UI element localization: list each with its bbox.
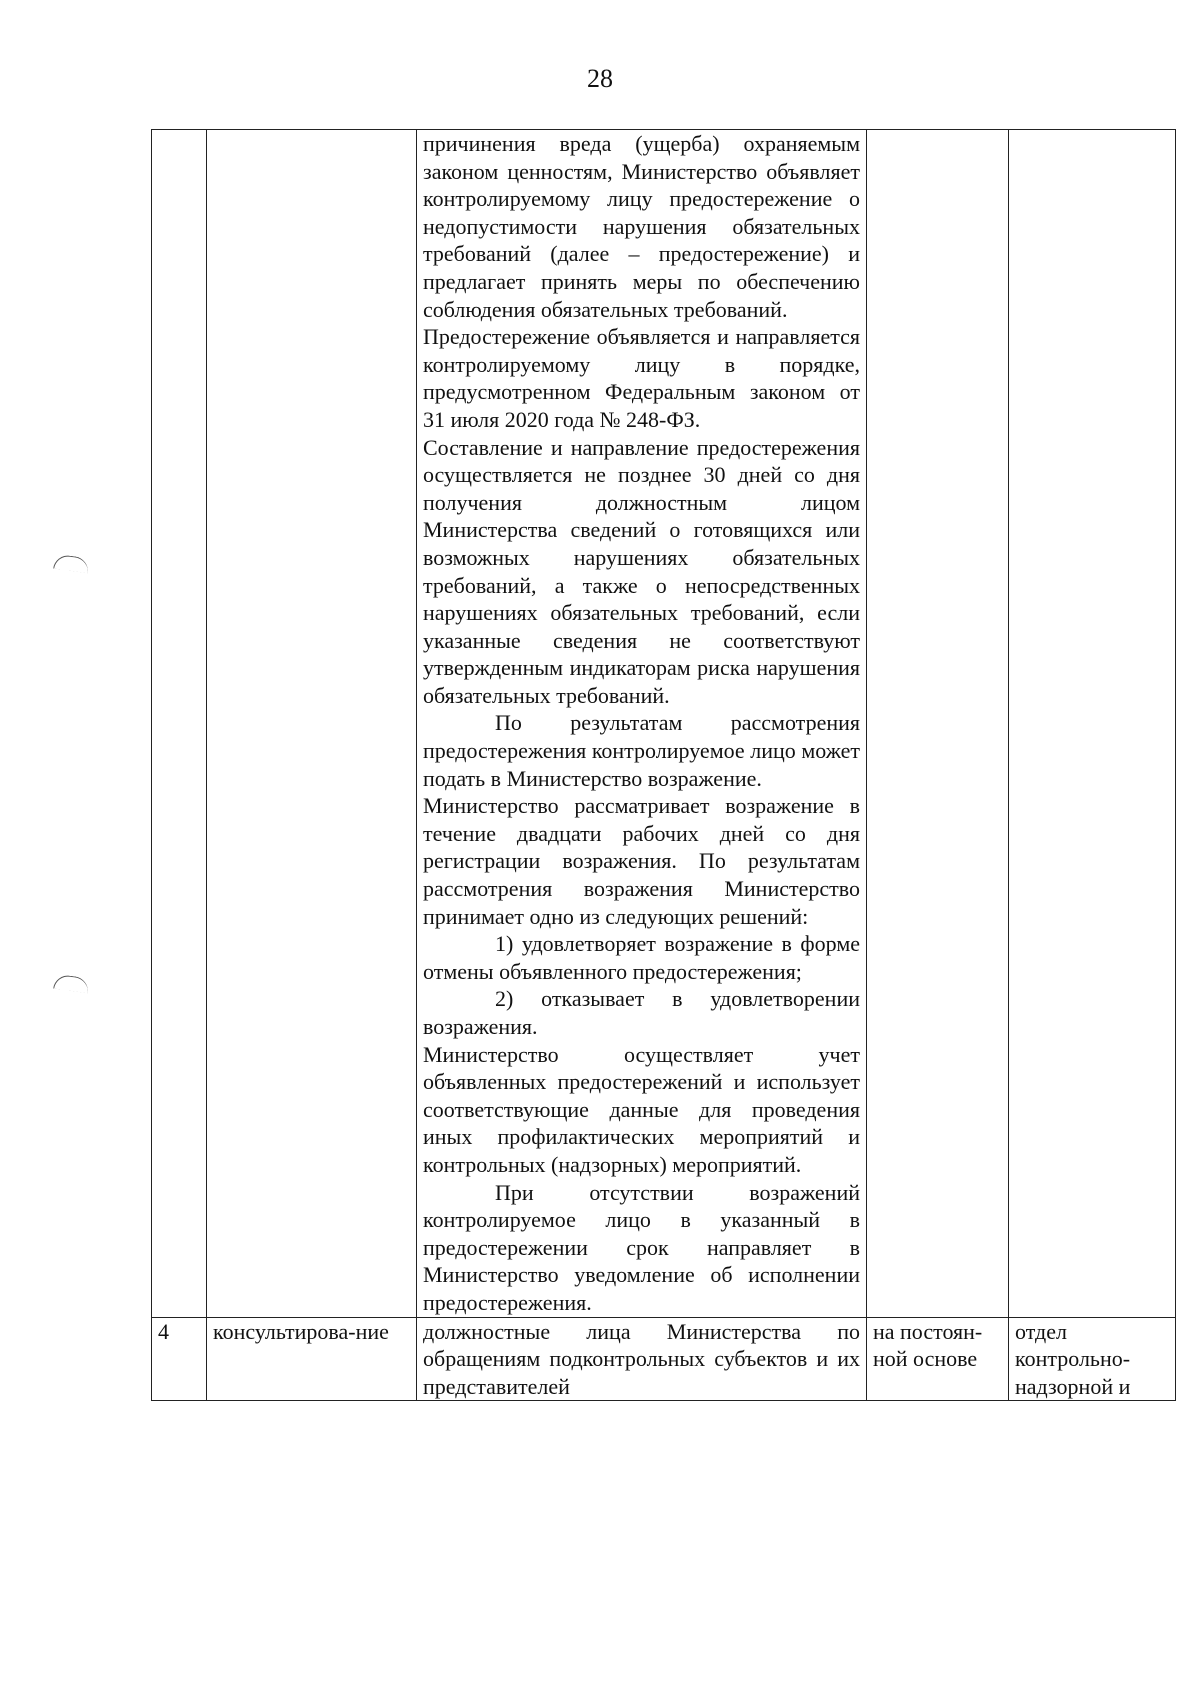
paragraph: По результатам рассмотрения предостережения контролируемое лицо может подать в Министерство возражение. xyxy=(423,710,860,791)
term-cell xyxy=(867,130,1009,1318)
paragraph: должностные лица Министерства по обращениям подконтрольных субъектов и их представителей xyxy=(423,1318,860,1399)
responsible-text: отдел контрольно-надзорной и xyxy=(1015,1318,1131,1399)
paragraph: При отсутствии возражений контролируемое лицо в указанный в предостережении срок направляет в Министерство уведомление об исполнении предостережения. xyxy=(423,1179,860,1315)
measure-name-cell xyxy=(207,1317,417,1401)
term-cell xyxy=(867,1317,1009,1401)
paragraph: Министерство рассматривает возражение в течение двадцати рабочих дней со дня регистрации возражения. По результатам рассмотрения возражения Министерство принимает одно из следующих решений: xyxy=(423,793,860,929)
description-cell xyxy=(417,1317,867,1401)
paragraph: 1) удовлетворяет возражение в форме отмены объявленного предостережения; xyxy=(423,931,860,984)
description-cell xyxy=(417,130,867,1318)
paragraph: 2) отказывает в удовлетворении возражения. xyxy=(423,986,860,1039)
measure-name-cell xyxy=(207,130,417,1318)
paragraph: Предостережение объявляется и направляется контролируемому лицу в порядке, предусмотренном Федеральным законом от 31 июля 2020 года № 248-ФЗ. xyxy=(423,324,860,432)
page-number: 28 xyxy=(587,64,613,93)
margin-mark xyxy=(53,554,90,574)
paragraph: причинения вреда (ущерба) охраняемым законом ценностям, Министерство объявляет контролируемому лицу предостережение о недопустимости нарушения обязательных требований (далее – предостережение) и предлагает принять меры по обеспечению соблюдения обязательных требований. xyxy=(423,131,860,322)
margin-mark xyxy=(53,974,90,994)
table-row xyxy=(152,1317,1176,1401)
responsible-cell xyxy=(1009,1317,1176,1401)
responsible-cell xyxy=(1009,130,1176,1318)
row-number-cell xyxy=(152,130,207,1318)
paragraph: Министерство осуществляет учет объявленных предостережений и использует соответствующие данные для проведения иных профилактических мероприятий и контрольных (надзорных) мероприятий. xyxy=(423,1041,860,1177)
table-row xyxy=(152,130,1176,1318)
measure-name: консультирова-ние xyxy=(213,1318,389,1344)
row-number-cell xyxy=(152,1317,207,1401)
measures-table xyxy=(151,129,1176,1401)
row-number: 4 xyxy=(158,1318,169,1344)
term-text: на постоян-ной основе xyxy=(873,1318,983,1372)
paragraph: Составление и направление предостережения осуществляется не позднее 30 дней со дня получения должностным лицом Министерства сведений о готовящихся или возможных нарушениях обязательных требований, а также о непосредственных нарушениях обязательных требований, если указанные сведения не соответствуют утвержденным индикаторам риска нарушения обязательных требований. xyxy=(423,434,860,708)
